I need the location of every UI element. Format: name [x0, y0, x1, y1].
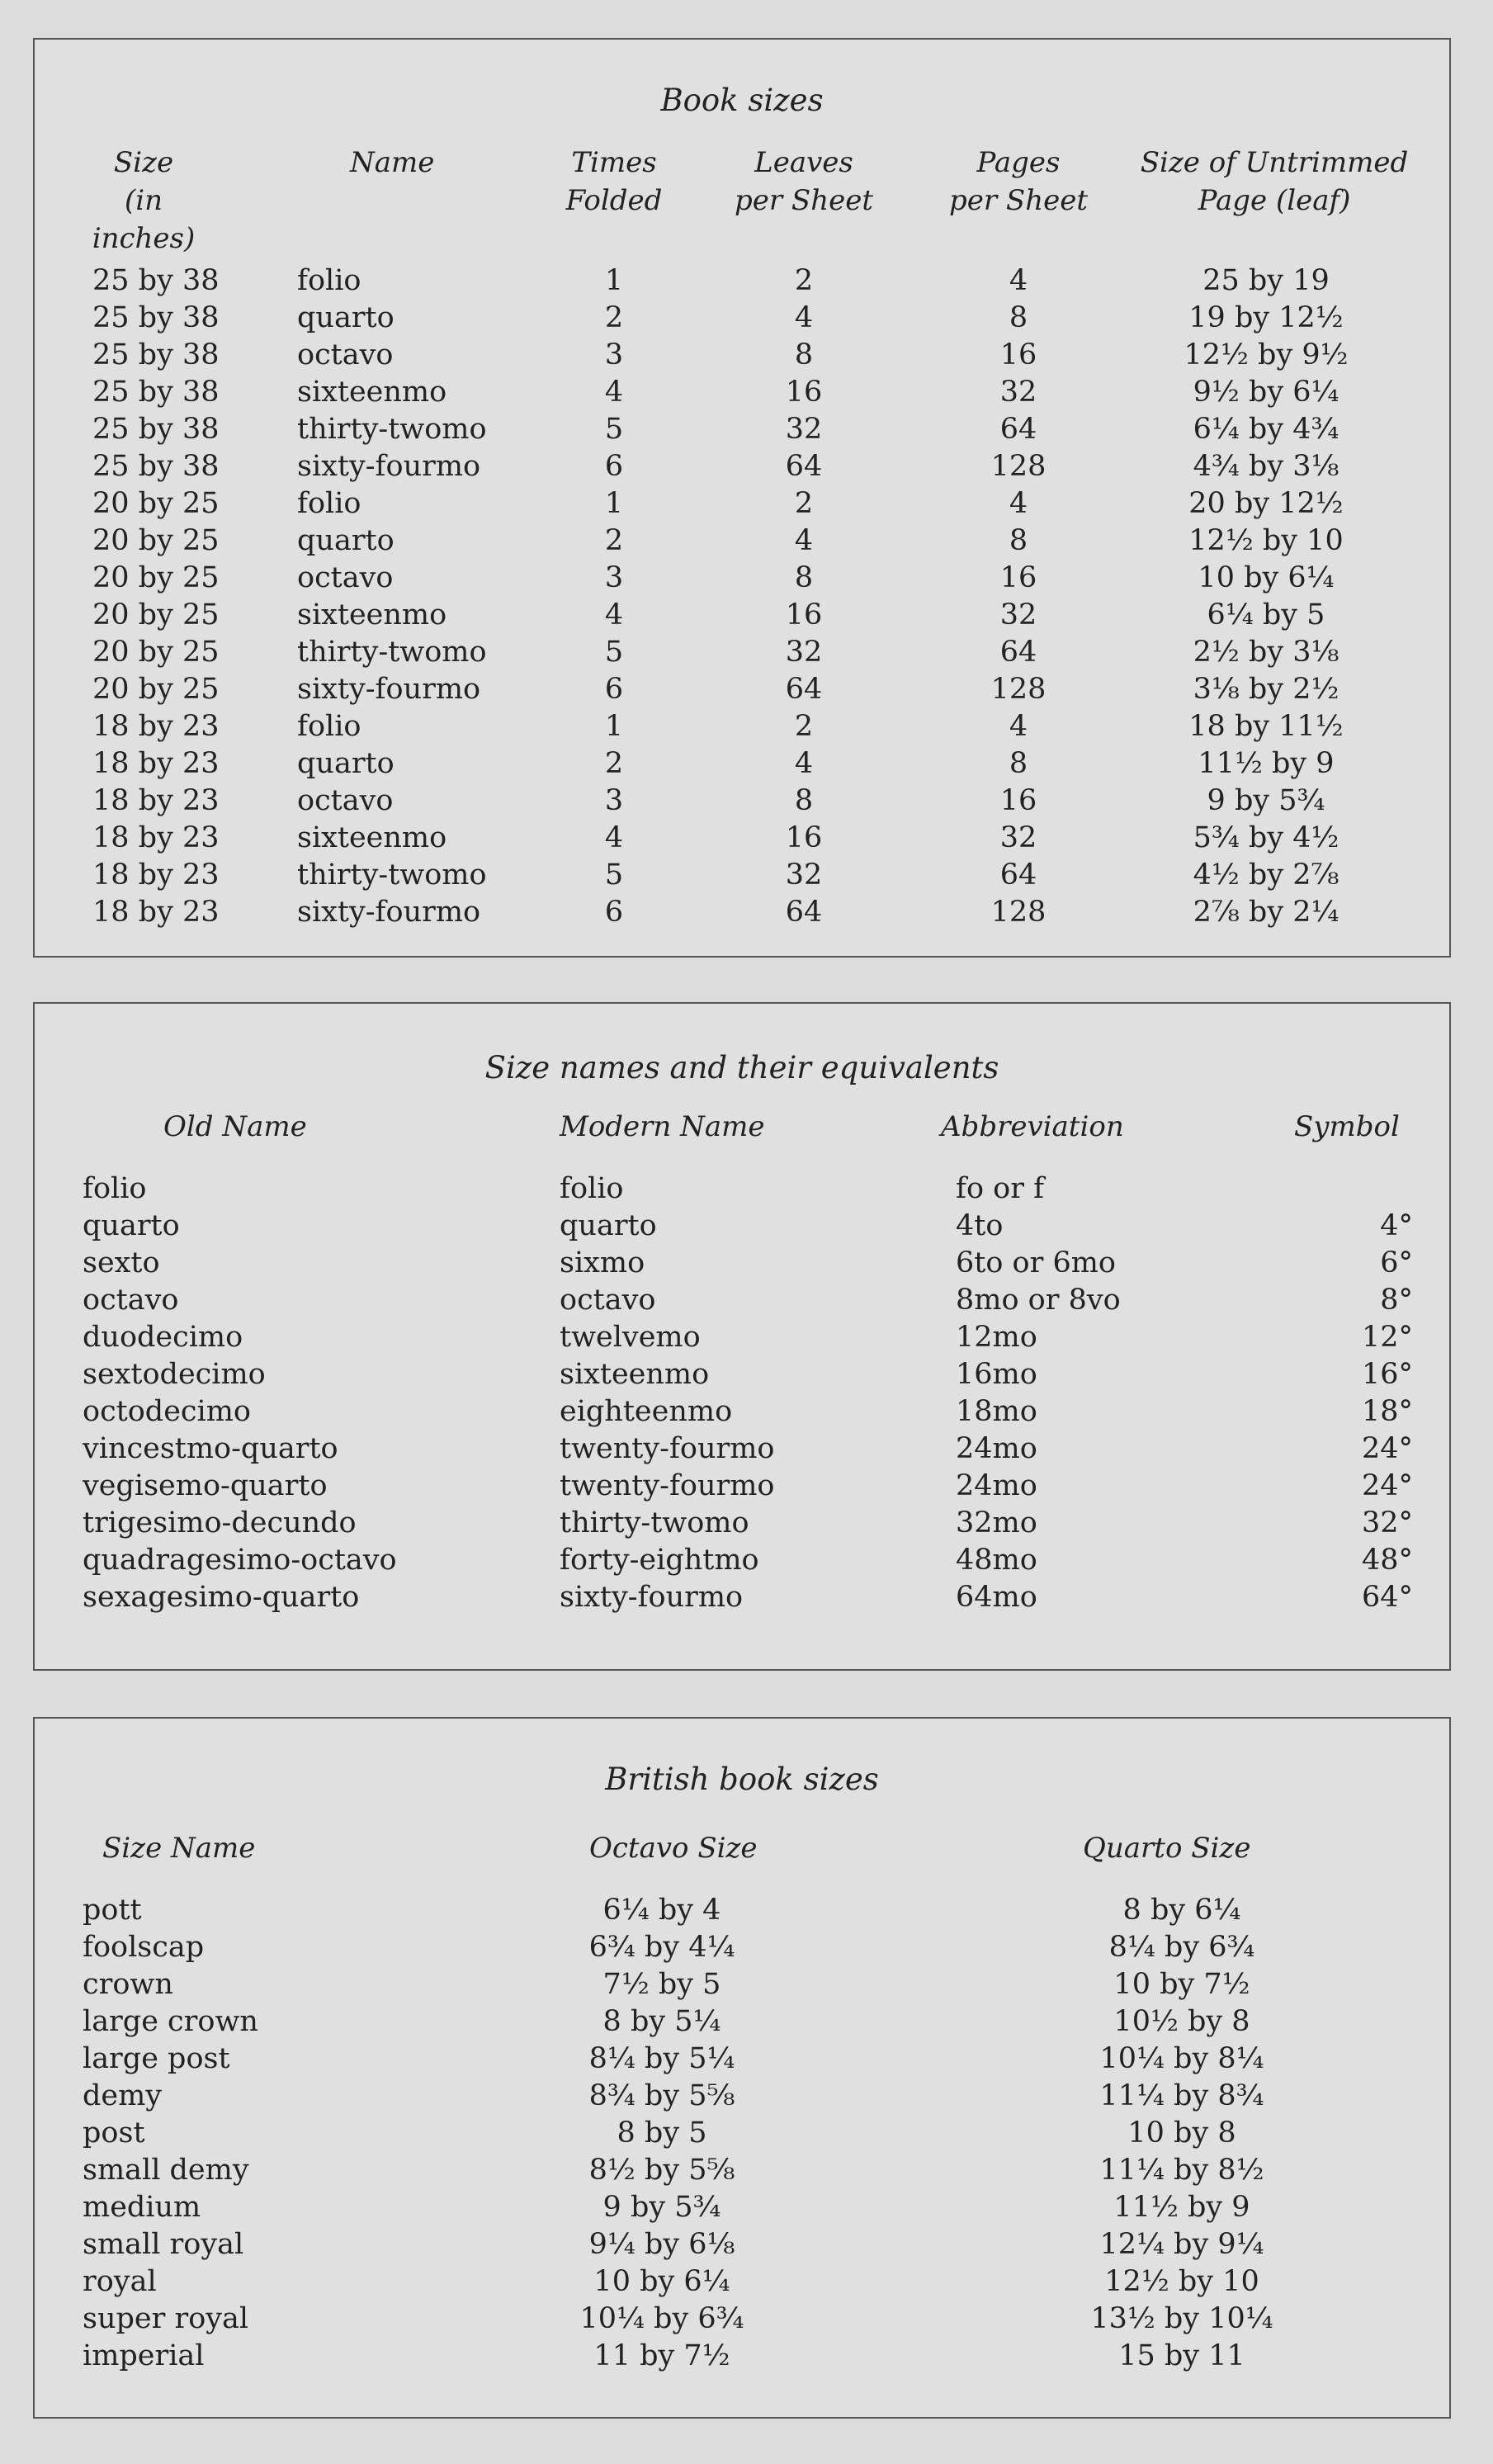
- cell-size-name: large crown: [83, 2005, 258, 2038]
- cell-size: 18 by 23: [92, 784, 220, 817]
- cell-old-name: quarto: [83, 1209, 180, 1242]
- size-names-table: [33, 1002, 1451, 1671]
- cell-untrimmed: 3⅛ by 2½: [1193, 673, 1339, 706]
- table-row: [35, 857, 1449, 894]
- cell-modern-name: twelvemo: [560, 1321, 701, 1354]
- cell-untrimmed: 12½ by 10: [1188, 524, 1344, 557]
- cell-leaves: 2: [794, 710, 814, 743]
- cell-untrimmed: 25 by 19: [1202, 264, 1330, 297]
- cell-size-name: medium: [83, 2191, 201, 2224]
- cell-name: sixteenmo: [297, 598, 447, 631]
- table-row: [35, 1966, 1449, 2003]
- cell-pages: 16: [999, 784, 1037, 817]
- cell-symbol: 16°: [1361, 1358, 1413, 1391]
- cell-times-folded: 6: [604, 450, 624, 483]
- cell-leaves: 64: [785, 450, 823, 483]
- cell-leaves: 4: [794, 747, 814, 780]
- cell-size-name: small royal: [83, 2228, 244, 2261]
- cell-modern-name: forty-eightmo: [560, 1544, 759, 1577]
- cell-octavo-size: 10 by 6¼: [593, 2265, 730, 2298]
- cell-symbol: 18°: [1361, 1395, 1413, 1428]
- cell-octavo-size: 9 by 5¾: [602, 2191, 721, 2224]
- cell-abbreviation: 24mo: [956, 1432, 1037, 1465]
- cell-old-name: vincestmo-quarto: [83, 1432, 338, 1465]
- header-symbol: Symbol: [1294, 1110, 1400, 1143]
- table-row: [35, 1171, 1449, 1208]
- cell-size-name: royal: [83, 2265, 157, 2298]
- cell-abbreviation: 24mo: [956, 1469, 1037, 1502]
- table-row: [35, 820, 1449, 857]
- cell-leaves: 32: [785, 636, 823, 669]
- cell-size-name: small demy: [83, 2154, 249, 2187]
- cell-size-name: demy: [83, 2079, 163, 2112]
- cell-symbol: 24°: [1361, 1432, 1413, 1465]
- cell-leaves: 8: [794, 561, 814, 594]
- table-row: [35, 2301, 1449, 2338]
- cell-untrimmed: 20 by 12½: [1188, 487, 1344, 520]
- header-name: Name: [350, 146, 435, 179]
- table-row: [35, 374, 1449, 411]
- cell-untrimmed: 12½ by 9½: [1184, 338, 1349, 371]
- cell-times-folded: 6: [604, 896, 624, 929]
- cell-leaves: 32: [785, 413, 823, 446]
- cell-pages: 16: [999, 338, 1037, 371]
- table-row: [35, 1282, 1449, 1319]
- cell-name: sixty-fourmo: [297, 450, 481, 483]
- cell-size: 20 by 25: [92, 636, 220, 669]
- cell-name: sixteenmo: [297, 376, 447, 409]
- cell-size: 18 by 23: [92, 896, 220, 929]
- cell-symbol: 48°: [1361, 1544, 1413, 1577]
- cell-octavo-size: 6¼ by 4: [602, 1894, 721, 1927]
- cell-untrimmed: 9 by 5¾: [1207, 784, 1325, 817]
- cell-name: quarto: [297, 301, 395, 334]
- table-row: [35, 411, 1449, 448]
- cell-leaves: 16: [785, 598, 823, 631]
- cell-symbol: 24°: [1361, 1469, 1413, 1502]
- cell-abbreviation: 16mo: [956, 1358, 1037, 1391]
- cell-old-name: sextodecimo: [83, 1358, 266, 1391]
- cell-times-folded: 1: [604, 710, 624, 743]
- cell-abbreviation: 48mo: [956, 1544, 1037, 1577]
- cell-leaves: 64: [785, 673, 823, 706]
- header-times-folded: Times Folded: [565, 146, 663, 217]
- cell-octavo-size: 9¼ by 6⅛: [588, 2228, 735, 2261]
- cell-untrimmed: 4¾ by 3⅛: [1193, 450, 1339, 483]
- cell-old-name: duodecimo: [83, 1321, 243, 1354]
- cell-size: 25 by 38: [92, 301, 220, 334]
- table-row: [35, 634, 1449, 671]
- cell-pages: 128: [990, 673, 1047, 706]
- cell-leaves: 32: [785, 858, 823, 891]
- cell-quarto-size: 10½ by 8: [1113, 2005, 1250, 2038]
- cell-modern-name: eighteenmo: [560, 1395, 733, 1428]
- cell-old-name: octavo: [83, 1284, 179, 1317]
- table-row: [35, 1245, 1449, 1282]
- table-row: [35, 2003, 1449, 2041]
- cell-times-folded: 5: [604, 636, 624, 669]
- cell-size-name: super royal: [83, 2302, 249, 2335]
- header-old-name: Old Name: [163, 1110, 307, 1143]
- cell-symbol: 8°: [1380, 1284, 1413, 1317]
- cell-abbreviation: 8mo or 8vo: [956, 1284, 1121, 1317]
- cell-times-folded: 2: [604, 747, 624, 780]
- cell-name: sixteenmo: [297, 821, 447, 854]
- cell-untrimmed: 19 by 12½: [1188, 301, 1344, 334]
- cell-modern-name: thirty-twomo: [560, 1506, 749, 1539]
- cell-modern-name: sixmo: [560, 1246, 645, 1279]
- cell-quarto-size: 10 by 7½: [1113, 1968, 1250, 2001]
- table-row: [35, 1319, 1449, 1356]
- cell-pages: 32: [999, 598, 1037, 631]
- cell-quarto-size: 12½ by 10: [1104, 2265, 1259, 2298]
- cell-untrimmed: 10 by 6¼: [1198, 561, 1335, 594]
- cell-quarto-size: 10¼ by 8¼: [1099, 2042, 1264, 2075]
- cell-pages: 4: [1009, 710, 1028, 743]
- table-row: [35, 448, 1449, 485]
- table-title: Book sizes: [660, 83, 824, 118]
- table-row: [35, 1505, 1449, 1542]
- cell-size: 25 by 38: [92, 376, 220, 409]
- cell-pages: 4: [1009, 264, 1028, 297]
- cell-size: 25 by 38: [92, 413, 220, 446]
- cell-leaves: 2: [794, 487, 814, 520]
- cell-times-folded: 5: [604, 858, 624, 891]
- table-row: [35, 2078, 1449, 2115]
- cell-size: 25 by 38: [92, 264, 220, 297]
- cell-quarto-size: 13½ by 10¼: [1090, 2302, 1273, 2335]
- cell-untrimmed: 9½ by 6¼: [1193, 376, 1339, 409]
- header-modern-name: Modern Name: [560, 1110, 765, 1143]
- cell-old-name: sexto: [83, 1246, 160, 1279]
- table-row: [35, 1542, 1449, 1579]
- table-row: [35, 2189, 1449, 2226]
- cell-modern-name: twenty-fourmo: [560, 1432, 775, 1465]
- cell-size: 18 by 23: [92, 821, 220, 854]
- cell-untrimmed: 18 by 11½: [1188, 710, 1344, 743]
- cell-symbol: 32°: [1361, 1506, 1413, 1539]
- cell-symbol: 12°: [1361, 1321, 1413, 1354]
- cell-name: quarto: [297, 524, 395, 557]
- cell-abbreviation: 12mo: [956, 1321, 1037, 1354]
- cell-pages: 8: [1009, 524, 1028, 557]
- cell-name: sixty-fourmo: [297, 896, 481, 929]
- cell-name: folio: [297, 264, 361, 297]
- cell-pages: 128: [990, 896, 1047, 929]
- cell-pages: 128: [990, 450, 1047, 483]
- cell-times-folded: 1: [604, 264, 624, 297]
- table-row: [35, 745, 1449, 783]
- header-pages-per-sheet: Pages per Sheet: [948, 146, 1089, 217]
- cell-times-folded: 4: [604, 598, 624, 631]
- cell-leaves: 16: [785, 821, 823, 854]
- table-row: [35, 560, 1449, 597]
- cell-modern-name: folio: [560, 1172, 624, 1205]
- table-row: [35, 597, 1449, 634]
- cell-symbol: 4°: [1380, 1209, 1413, 1242]
- table-title: Size names and their equivalents: [484, 1050, 999, 1085]
- table-row: [35, 2041, 1449, 2078]
- cell-modern-name: sixteenmo: [560, 1358, 710, 1391]
- cell-pages: 8: [1009, 747, 1028, 780]
- cell-name: folio: [297, 710, 361, 743]
- cell-times-folded: 6: [604, 673, 624, 706]
- table-row: [35, 523, 1449, 560]
- cell-quarto-size: 11¼ by 8¾: [1099, 2079, 1264, 2112]
- cell-pages: 64: [999, 413, 1037, 446]
- cell-untrimmed: 2⅞ by 2¼: [1193, 896, 1339, 929]
- cell-pages: 32: [999, 821, 1037, 854]
- cell-pages: 64: [999, 636, 1037, 669]
- cell-name: folio: [297, 487, 361, 520]
- cell-name: sixty-fourmo: [297, 673, 481, 706]
- cell-octavo-size: 8¾ by 5⅝: [588, 2079, 735, 2112]
- cell-modern-name: octavo: [560, 1284, 656, 1317]
- cell-octavo-size: 8 by 5: [617, 2116, 707, 2149]
- cell-times-folded: 4: [604, 821, 624, 854]
- table-title: British book sizes: [605, 1762, 879, 1797]
- cell-quarto-size: 8¼ by 6¾: [1108, 1931, 1255, 1964]
- cell-untrimmed: 11½ by 9: [1198, 747, 1335, 780]
- header-size-name: Size Name: [102, 1832, 256, 1865]
- cell-times-folded: 3: [604, 561, 624, 594]
- table-row: [35, 262, 1449, 300]
- table-row: [35, 1579, 1449, 1616]
- cell-quarto-size: 10 by 8: [1127, 2116, 1236, 2149]
- cell-size-name: large post: [83, 2042, 230, 2075]
- cell-pages: 4: [1009, 487, 1028, 520]
- table-row: [35, 783, 1449, 820]
- cell-quarto-size: 11¼ by 8½: [1099, 2154, 1264, 2187]
- cell-size-name: pott: [83, 1894, 142, 1927]
- table-row: [35, 1929, 1449, 1966]
- table-row: [35, 1892, 1449, 1929]
- cell-leaves: 8: [794, 338, 814, 371]
- cell-name: octavo: [297, 784, 394, 817]
- cell-octavo-size: 10¼ by 6¾: [579, 2302, 744, 2335]
- cell-size: 20 by 25: [92, 598, 220, 631]
- cell-abbreviation: 64mo: [956, 1581, 1037, 1614]
- cell-modern-name: twenty-fourmo: [560, 1469, 775, 1502]
- cell-octavo-size: 8 by 5¼: [602, 2005, 721, 2038]
- cell-size-name: crown: [83, 1968, 173, 2001]
- cell-size: 18 by 23: [92, 858, 220, 891]
- table-row: [35, 485, 1449, 523]
- cell-old-name: sexagesimo-quarto: [83, 1581, 360, 1614]
- cell-name: thirty-twomo: [297, 636, 487, 669]
- cell-times-folded: 3: [604, 784, 624, 817]
- cell-untrimmed: 6¼ by 4¾: [1193, 413, 1339, 446]
- table-row: [35, 2226, 1449, 2263]
- header-octavo-size: Octavo Size: [589, 1832, 758, 1865]
- header-size: Size (in inches): [92, 146, 196, 255]
- cell-leaves: 2: [794, 264, 814, 297]
- cell-untrimmed: 2½ by 3⅛: [1193, 636, 1339, 669]
- british-sizes-table: [33, 1717, 1451, 2419]
- table-row: [35, 2115, 1449, 2152]
- cell-times-folded: 5: [604, 413, 624, 446]
- table-row: [35, 1356, 1449, 1393]
- cell-abbreviation: 32mo: [956, 1506, 1037, 1539]
- cell-leaves: 4: [794, 301, 814, 334]
- table-row: [35, 708, 1449, 745]
- cell-leaves: 64: [785, 896, 823, 929]
- cell-symbol: 6°: [1380, 1246, 1413, 1279]
- cell-octavo-size: 8¼ by 5¼: [588, 2042, 735, 2075]
- cell-size-name: foolscap: [83, 1931, 205, 1964]
- cell-times-folded: 2: [604, 301, 624, 334]
- cell-size: 18 by 23: [92, 710, 220, 743]
- cell-old-name: trigesimo-decundo: [83, 1506, 357, 1539]
- cell-pages: 32: [999, 376, 1037, 409]
- cell-leaves: 8: [794, 784, 814, 817]
- cell-leaves: 16: [785, 376, 823, 409]
- cell-modern-name: sixty-fourmo: [560, 1581, 744, 1614]
- cell-symbol: 64°: [1361, 1581, 1413, 1614]
- cell-abbreviation: 18mo: [956, 1395, 1037, 1428]
- cell-old-name: vegisemo-quarto: [83, 1469, 328, 1502]
- cell-pages: 16: [999, 561, 1037, 594]
- cell-untrimmed: 4½ by 2⅞: [1193, 858, 1339, 891]
- cell-name: octavo: [297, 338, 394, 371]
- table-row: [35, 2263, 1449, 2301]
- header-leaves-per-sheet: Leaves per Sheet: [734, 146, 874, 217]
- cell-leaves: 4: [794, 524, 814, 557]
- cell-quarto-size: 12¼ by 9¼: [1099, 2228, 1264, 2261]
- cell-octavo-size: 11 by 7½: [593, 2339, 730, 2372]
- cell-size: 25 by 38: [92, 450, 220, 483]
- table-row: [35, 1208, 1449, 1245]
- table-row: [35, 1431, 1449, 1468]
- cell-times-folded: 4: [604, 376, 624, 409]
- cell-size: 20 by 25: [92, 561, 220, 594]
- cell-size: 25 by 38: [92, 338, 220, 371]
- cell-name: octavo: [297, 561, 394, 594]
- cell-size: 20 by 25: [92, 673, 220, 706]
- header-abbreviation: Abbreviation: [941, 1110, 1124, 1143]
- cell-modern-name: quarto: [560, 1209, 657, 1242]
- table-row: [35, 337, 1449, 374]
- cell-octavo-size: 6¾ by 4¼: [588, 1931, 735, 1964]
- cell-old-name: folio: [83, 1172, 147, 1205]
- table-row: [35, 1393, 1449, 1431]
- table-row: [35, 2338, 1449, 2375]
- table-row: [35, 300, 1449, 337]
- header-untrimmed-size: Size of Untrimmed Page (leaf): [1140, 146, 1409, 217]
- cell-name: thirty-twomo: [297, 858, 487, 891]
- table-row: [35, 671, 1449, 708]
- book-sizes-table: [33, 38, 1451, 958]
- table-row: [35, 2152, 1449, 2189]
- cell-quarto-size: 11½ by 9: [1113, 2191, 1250, 2224]
- cell-octavo-size: 7½ by 5: [602, 1968, 721, 2001]
- header-quarto-size: Quarto Size: [1083, 1832, 1251, 1865]
- cell-name: thirty-twomo: [297, 413, 487, 446]
- cell-abbreviation: 4to: [956, 1209, 1004, 1242]
- cell-size-name: imperial: [83, 2339, 205, 2372]
- cell-quarto-size: 8 by 6¼: [1122, 1894, 1241, 1927]
- table-row: [35, 894, 1449, 931]
- cell-name: quarto: [297, 747, 395, 780]
- cell-size-name: post: [83, 2116, 145, 2149]
- cell-old-name: octodecimo: [83, 1395, 251, 1428]
- cell-times-folded: 3: [604, 338, 624, 371]
- cell-size: 20 by 25: [92, 524, 220, 557]
- cell-untrimmed: 5¾ by 4½: [1193, 821, 1339, 854]
- cell-abbreviation: 6to or 6mo: [956, 1246, 1116, 1279]
- cell-pages: 8: [1009, 301, 1028, 334]
- cell-size: 18 by 23: [92, 747, 220, 780]
- cell-size: 20 by 25: [92, 487, 220, 520]
- cell-quarto-size: 15 by 11: [1118, 2339, 1245, 2372]
- cell-octavo-size: 8½ by 5⅝: [588, 2154, 735, 2187]
- cell-pages: 64: [999, 858, 1037, 891]
- cell-times-folded: 2: [604, 524, 624, 557]
- cell-old-name: quadragesimo-octavo: [83, 1544, 397, 1577]
- cell-times-folded: 1: [604, 487, 624, 520]
- table-row: [35, 1468, 1449, 1505]
- cell-untrimmed: 6¼ by 5: [1207, 598, 1325, 631]
- cell-abbreviation: fo or f: [956, 1172, 1045, 1205]
